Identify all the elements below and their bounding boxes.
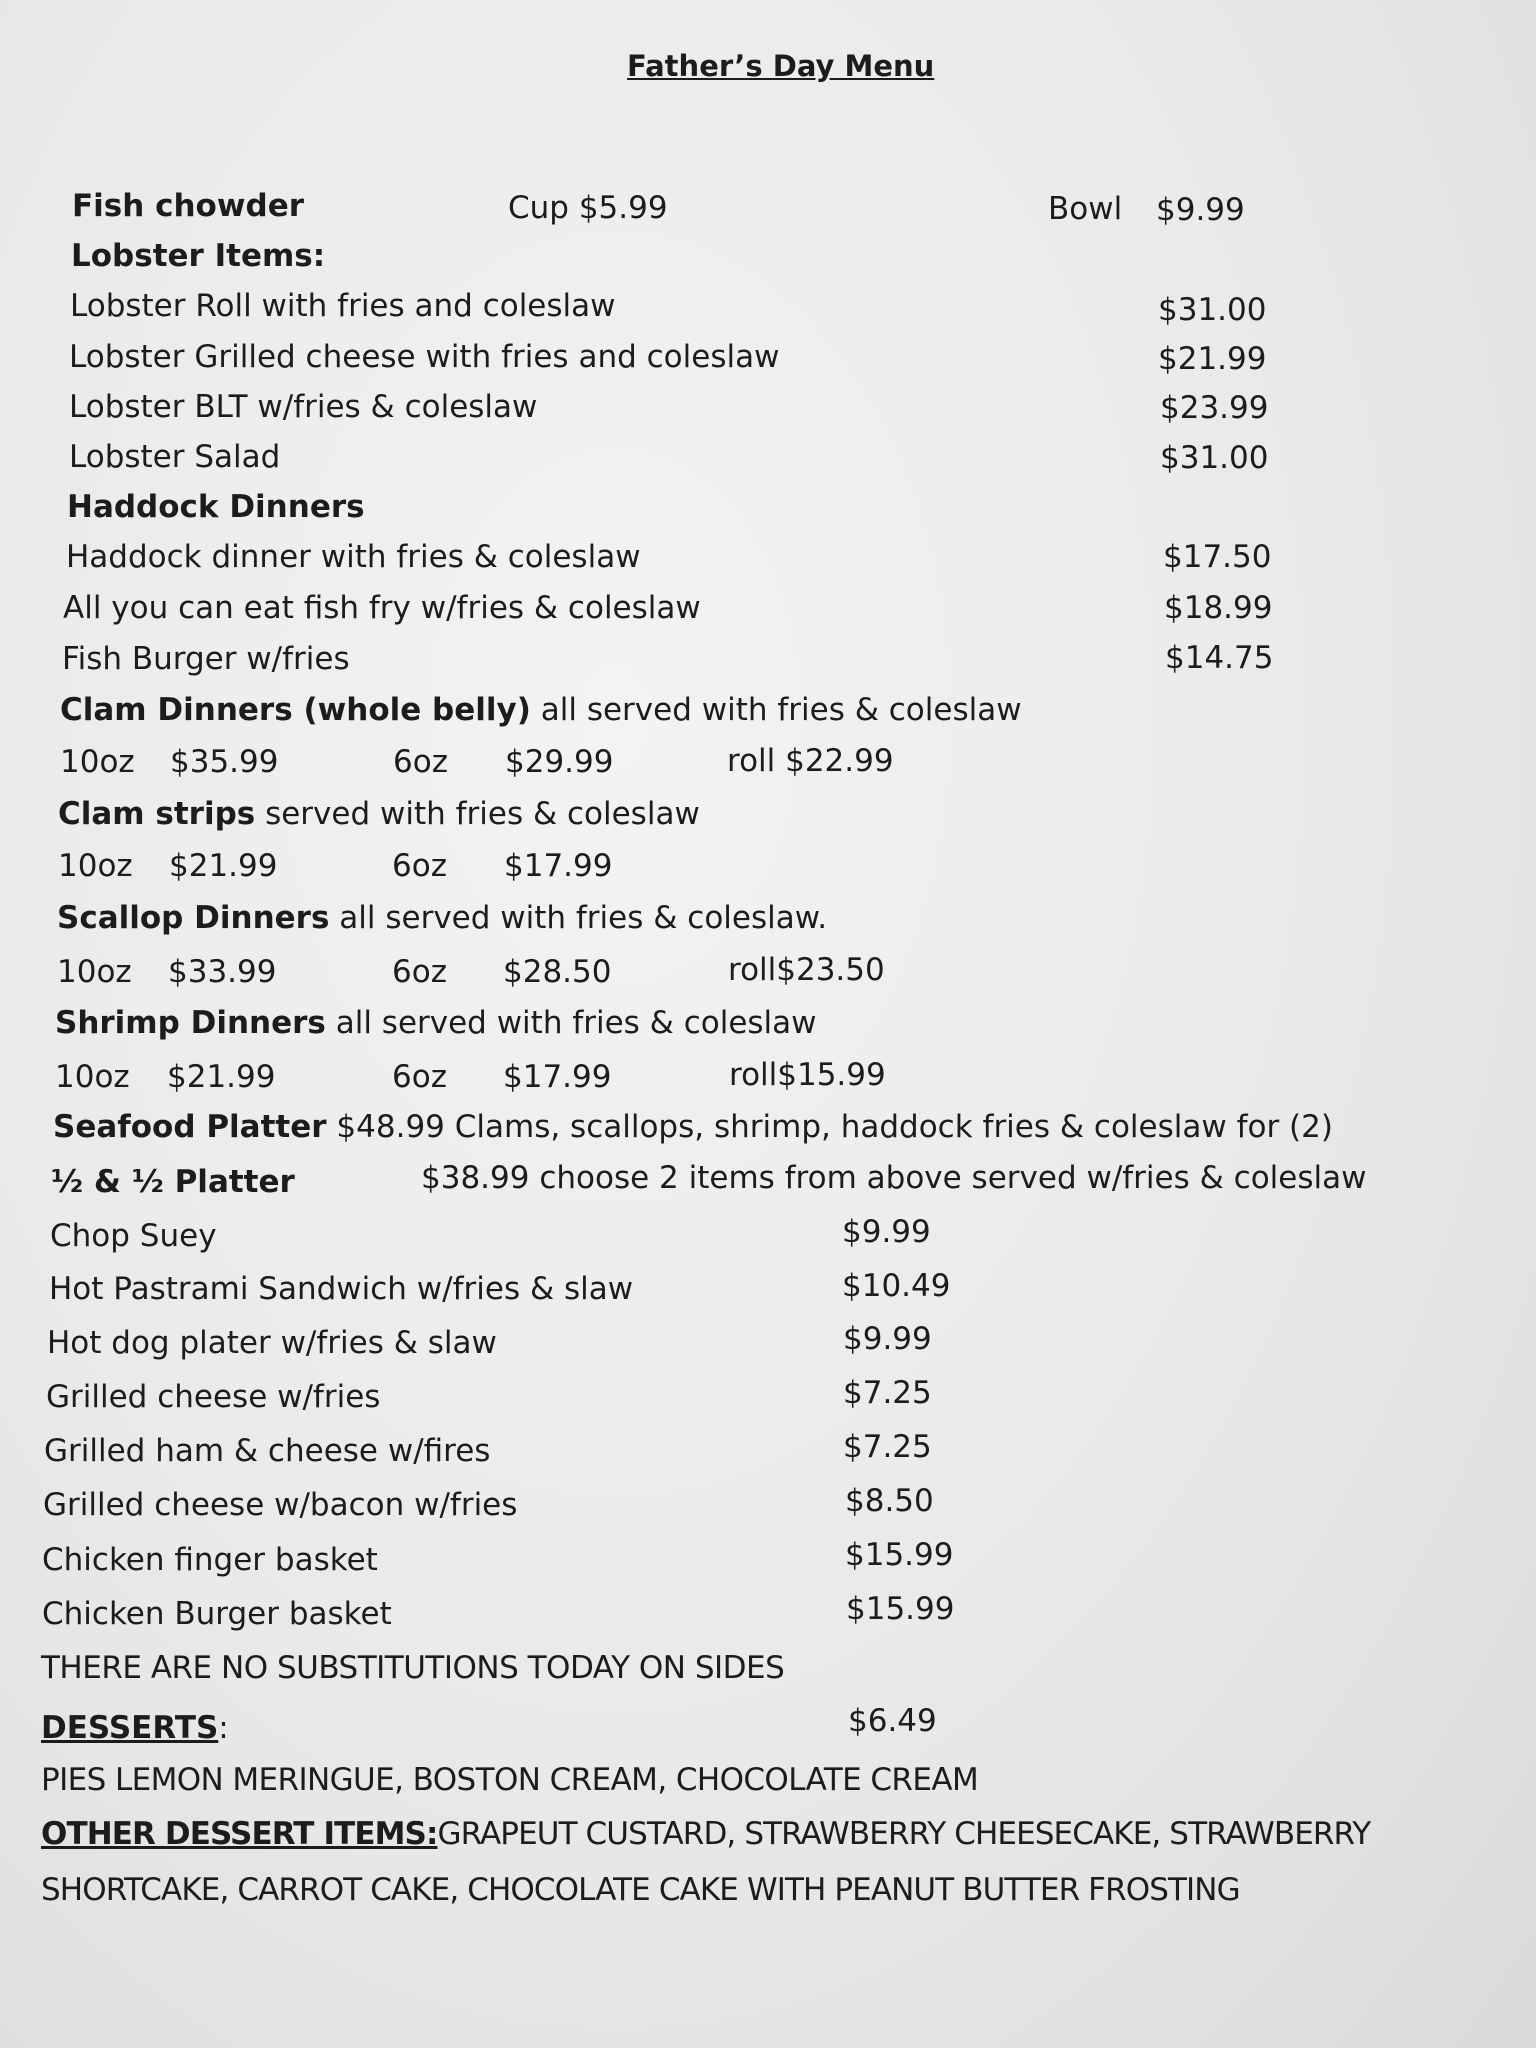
other-desserts-list: GRAPEUT CUSTARD, STRAWBERRY CHEESECAKE, STRAWBERRY [437,1816,1371,1852]
menu-item-price: $7.25 [843,1429,932,1465]
shrimp-desc: all served with fries & coleslaw [325,1005,817,1041]
haddock-header: Haddock Dinners [67,489,365,525]
size-label: 6oz [392,954,447,990]
menu-item-name: Lobster Roll with fries and coleslaw [70,288,616,324]
size-label: 10oz [58,848,133,884]
chowder-bowl-price: $9.99 [1156,192,1245,228]
menu-item-name: Haddock dinner with fries & coleslaw [66,539,641,575]
menu-item-name: Grilled cheese w/bacon w/fries [43,1487,518,1523]
size-price: $21.99 [167,1059,276,1095]
clam-dinners-line [60,690,1022,730]
clam-strips-line [58,794,700,834]
menu-item-price: $8.50 [845,1483,934,1519]
clam-strips-header: Clam strips [58,796,256,832]
menu-item-price: $10.49 [842,1268,951,1304]
menu-item-price: $17.50 [1163,539,1272,575]
menu-item-price: $15.99 [846,1591,955,1627]
scallop-desc: all served with fries & coleslaw. [329,900,828,936]
menu-item-name: Fish Burger w/fries [62,641,350,677]
roll-price: roll$15.99 [729,1057,886,1093]
shrimp-header: Shrimp Dinners [55,1005,326,1041]
substitutions-notice: THERE ARE NO SUBSTITUTIONS TODAY ON SIDES [41,1650,785,1686]
size-label: 6oz [392,848,447,884]
menu-item-price: $31.00 [1158,292,1267,328]
half-platter-desc: $38.99 choose 2 items from above served w/fries & coleslaw [421,1160,1367,1196]
size-price: $17.99 [504,848,613,884]
menu-item-price: $14.75 [1165,640,1274,676]
size-price: $21.99 [169,848,278,884]
pies-list: PIES LEMON MERINGUE, BOSTON CREAM, CHOCOLATE CREAM [41,1762,979,1798]
page-title: Father’s Day Menu [627,49,935,83]
menu-item-price: $7.25 [843,1375,932,1411]
menu-item-price: $9.99 [842,1214,931,1250]
chowder-bowl-label: Bowl [1048,191,1123,227]
size-price: $33.99 [168,954,277,990]
menu-item-price: $9.99 [843,1321,932,1357]
desserts-header: DESSERTS [41,1710,219,1746]
clam-dinners-header: Clam Dinners (whole belly) [60,692,531,728]
half-platter-header: ½ & ½ Platter [51,1164,295,1200]
menu-item-price: $18.99 [1164,590,1273,626]
clam-strips-desc: served with fries & coleslaw [255,796,700,832]
shrimp-line [55,1003,817,1043]
menu-item-name: Grilled ham & cheese w/fires [44,1433,491,1469]
chowder-name: Fish chowder [72,188,305,224]
lobster-header: Lobster Items: [71,238,326,274]
menu-item-price: $21.99 [1158,341,1267,377]
menu-item-price: $31.00 [1160,440,1269,476]
desserts-colon: : [218,1710,229,1746]
seafood-platter-header: Seafood Platter [53,1109,327,1145]
other-desserts-line [41,1814,1370,1854]
menu-item-price: $15.99 [845,1537,954,1573]
size-label: 10oz [57,954,132,990]
menu-item-name: Chicken Burger basket [42,1596,392,1632]
menu-item-price: $23.99 [1160,390,1269,426]
seafood-platter-line [53,1107,1333,1147]
menu-item-name: Chicken finger basket [42,1542,378,1578]
size-price: $29.99 [505,744,614,780]
menu-item-name: Hot dog plater w/fries & slaw [47,1325,497,1361]
other-desserts-header: OTHER DESSERT ITEMS: [41,1816,438,1852]
menu-item-name: Lobster Salad [69,439,281,475]
desserts-line [41,1708,229,1748]
menu-item-name: All you can eat fish fry w/fries & coleslaw [63,590,701,626]
scallop-header: Scallop Dinners [57,900,330,936]
menu-item-name: Lobster BLT w/fries & coleslaw [69,389,538,425]
size-label: 10oz [60,744,135,780]
roll-price: roll $22.99 [727,743,894,779]
desserts-price: $6.49 [848,1703,937,1739]
size-label: 10oz [55,1059,130,1095]
scallop-line [57,898,827,938]
menu-item-name: Chop Suey [50,1218,217,1254]
size-price: $28.50 [503,954,612,990]
other-desserts-continued: SHORTCAKE, CARROT CAKE, CHOCOLATE CAKE WITH PEANUT BUTTER FROSTING [41,1872,1240,1908]
size-label: 6oz [393,744,448,780]
menu-item-name: Lobster Grilled cheese with fries and coleslaw [69,339,780,375]
clam-dinners-desc: all served with fries & coleslaw [530,692,1022,728]
roll-price: roll$23.50 [728,952,885,988]
menu-item-name: Grilled cheese w/fries [46,1379,381,1415]
size-price: $17.99 [503,1059,612,1095]
chowder-cup: Cup $5.99 [508,190,668,226]
seafood-platter-desc: $48.99 Clams, scallops, shrimp, haddock fries & coleslaw for (2) [326,1109,1333,1145]
size-price: $35.99 [170,744,279,780]
menu-item-name: Hot Pastrami Sandwich w/fries & slaw [49,1271,634,1307]
size-label: 6oz [392,1059,447,1095]
